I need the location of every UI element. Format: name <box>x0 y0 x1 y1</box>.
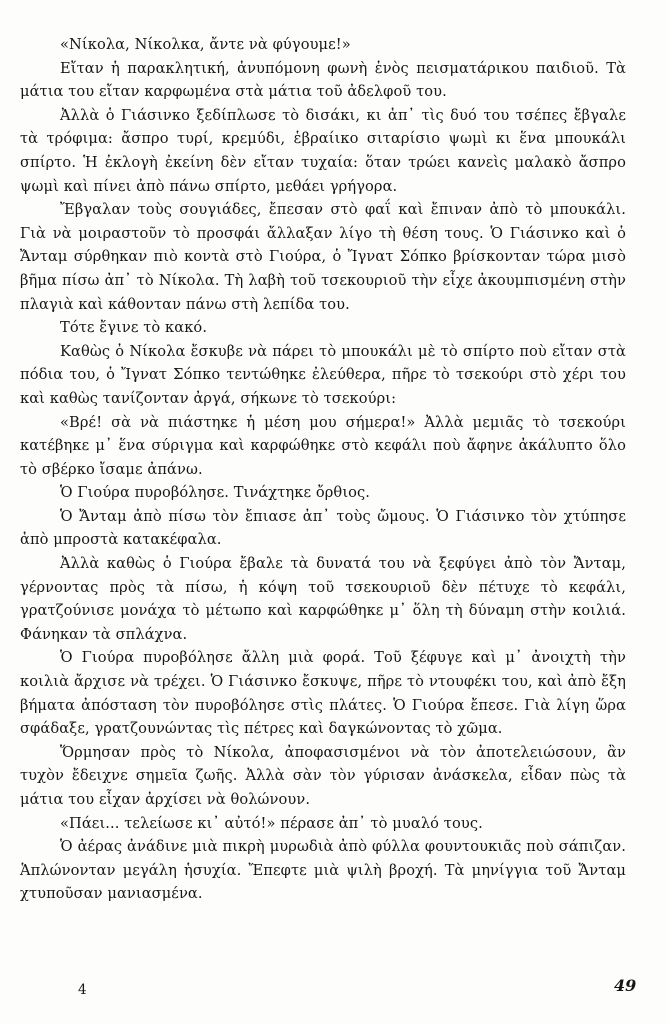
body-text <box>20 33 626 906</box>
paragraph: «Βρέ! σὰ νὰ πιάστηκε ἡ μέση μου σήμερα!» Ἀλλὰ μεμιᾶς τὸ τσεκούρι κατέβηκε μ᾽ ἕνα σύριγμα καὶ καρφώθηκε στὸ κεφάλι ποὺ ἄφηνε ἀκάλυπτο ὅλο τὸ σβέρκο ἴσαμε ἀπάνω. <box>20 413 626 478</box>
paragraph: Τότε ἔγινε τὸ κακό. <box>60 319 208 337</box>
paragraph: Ὁ Γιούρα πυροβόλησε. Τινάχτηκε ὄρθιος. <box>60 484 371 502</box>
paragraph: Ἀλλὰ καθὼς ὁ Γιούρα ἔβαλε τὰ δυνατά του νὰ ξεφύγει ἀπὸ τὸν Ἄνταμ, γέρνοντας πρὸς τὰ πίσω, ἡ κόψη τοῦ τσεκουριοῦ δὲν πέτυχε τὸ κεφάλι, γρατζούνισε μονάχα τὸ μέτωπο καὶ καρφώθηκε μ᾽ ὅλη τὴ δύναμη στὴν κοιλιά. Φάνηκαν τὰ σπλάχνα. <box>20 555 626 643</box>
paragraph: Ἔβγαλαν τοὺς σουγιάδες, ἔπεσαν στὸ φαΐ καὶ ἔπιναν ἀπὸ τὸ μπουκάλι. Γιὰ νὰ μοιραστοῦν τὸ προσφάι ἄλλαξαν λίγο τὴ θέση τους. Ὁ Γιάσινκο καὶ ὁ Ἄνταμ σύρθηκαν πιὸ κοντὰ στὸ Γιούρα, ὁ Ἴγνατ Σόπκο βρίσκονταν τώρα μισὸ βῆμα πίσω ἀπ᾽ τὸ Νίκολα. Τὴ λαβὴ τοῦ τσεκουριοῦ τὴν εἶχε ἀκουμπισμένη στὴν πλαγιὰ καὶ κάθονταν πάνω στὴ λεπίδα του. <box>20 201 626 313</box>
page-number: 49 <box>614 976 637 995</box>
paragraph: Ὁ Ἄνταμ ἀπὸ πίσω τὸν ἔπιασε ἀπ᾽ τοὺς ὤμους. Ὁ Γιάσινκο τὸν χτύπησε ἀπὸ μπροστὰ κατακέφαλα. <box>20 507 626 549</box>
signature-mark: 4 <box>78 982 87 998</box>
paragraph: Ὅρμησαν πρὸς τὸ Νίκολα, ἀποφασισμένοι νὰ τὸν ἀποτελειώσουν, ἂν τυχὸν ἔδειχνε σημεῖα ζωῆς. Ἀλλὰ σὰν τὸν γύρισαν ἀνάσκελα, εἶδαν πὼς τὰ μάτια του εἶχαν ἀρχίσει νὰ θολώνουν. <box>20 743 626 808</box>
paragraph: «Νίκολα, Νίκολκα, ἄντε νὰ φύγουμε!» <box>60 36 351 53</box>
paragraph: «Πάει... τελείωσε κι᾽ αὐτό!» πέρασε ἀπ᾽ τὸ μυαλό τους. <box>60 814 483 832</box>
paragraph: Ἀλλὰ ὁ Γιάσινκο ξεδίπλωσε τὸ δισάκι, κι ἀπ᾽ τὶς δυό του τσέπες ἔβγαλε τὰ τρόφιμα: ἄσπρο τυρί, κρεμύδι, ἑβραίικο σιταρίσιο ψωμὶ κι ἕνα μπουκάλι σπίρτο. Ἡ ἐκλογὴ ἐκείνη δὲν εἴταν τυχαία: ὅταν τρώει κανεὶς μαλακὸ ἄσπρο ψωμὶ καὶ πίνει ἀπὸ πάνω σπίρτο, μεθάει γρήγορα. <box>20 106 626 195</box>
paragraph: Καθὼς ὁ Νίκολα ἔσκυβε νὰ πάρει τὸ μπουκάλι μὲ τὸ σπίρτο ποὺ εἴταν στὰ πόδια του, ὁ Ἴγνατ Σόπκο τεντώθηκε ἐλεύθερα, πῆρε τὸ τσεκούρι στὸ χέρι του καὶ καθὼς τανίζονταν ἀργά, σήκωνε τὸ τσεκούρι: <box>20 342 626 407</box>
paragraph: Ὁ Γιούρα πυροβόλησε ἄλλη μιὰ φορά. Τοῦ ξέφυγε καὶ μ᾽ ἀνοιχτὴ τὴν κοιλιὰ ἄρχισε νὰ τρέχει. Ὁ Γιάσινκο ἔσκυψε, πῆρε τὸ ντουφέκι του, καὶ ἀπὸ ἔξη βήματα ἀπόσταση τὸν πυροβόλησε στὶς πλάτες. Ὁ Γιούρα ἔπεσε. Γιὰ λίγη ὥρα σφάδαξε, γρατζουνώντας τὶς πέτρες καὶ δαγκώνοντας τὸ χῶμα. <box>20 649 626 738</box>
paragraph: Εἴταν ἡ παρακλητική, ἀνυπόμονη φωνὴ ἑνὸς πεισματάρικου παιδιοῦ. Τὰ μάτια του εἴταν καρφωμένα στὰ μάτια τοῦ ἀδελφοῦ του. <box>20 59 626 101</box>
paragraph: Ὁ ἀέρας ἀνάδινε μιὰ πικρὴ μυρωδιὰ ἀπὸ φύλλα φουντουκιᾶς ποὺ σάπιζαν. Ἁπλώνονταν μεγάλη ἡσυχία. Ἔπεφτε μιὰ ψιλὴ βροχή. Τὰ μηνίγγια τοῦ Ἄνταμ χτυποῦσαν μανιασμένα. <box>20 838 626 903</box>
